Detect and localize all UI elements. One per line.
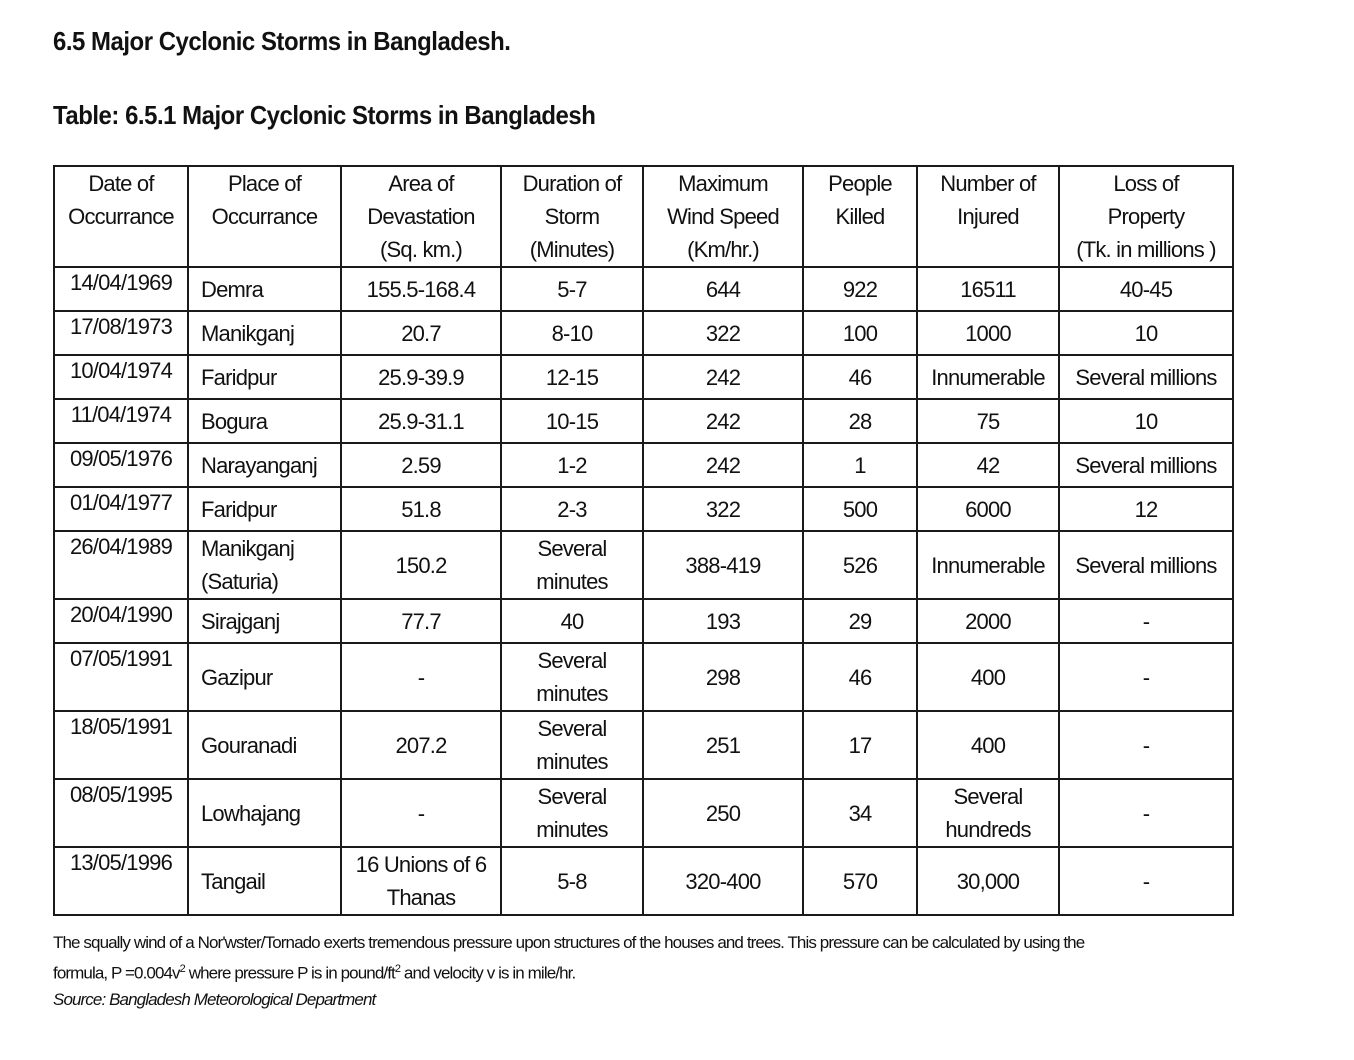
cell-duration: Several minutes	[501, 779, 643, 847]
cell-injured: Several hundreds	[917, 779, 1059, 847]
cell-wind: 320-400	[643, 847, 803, 915]
formula-text: formula, P =0.004v	[53, 963, 180, 983]
header-line: (Km/hr.)	[687, 237, 759, 262]
header-line: (Tk. in millions )	[1076, 237, 1216, 262]
cell-date: 17/08/1973	[54, 311, 188, 355]
cell-place: Gouranadi	[188, 711, 341, 779]
cell-duration: Several minutes	[501, 711, 643, 779]
header-line: Occurrance	[68, 204, 174, 229]
cell-loss: 10	[1059, 311, 1233, 355]
velocity-unit-text: and velocity v is in mile/hr.	[400, 963, 576, 983]
cell-area: 77.7	[341, 599, 501, 643]
table-row	[54, 599, 1233, 643]
column-header-duration	[501, 166, 643, 267]
pressure-unit-exponent: 2	[394, 963, 401, 975]
cell-duration: Several minutes	[501, 531, 643, 599]
cell-place: Tangail	[188, 847, 341, 915]
cell-killed: 46	[803, 643, 917, 711]
cell-injured: 400	[917, 643, 1059, 711]
cell-duration: 40	[501, 599, 643, 643]
cell-duration: 1-2	[501, 443, 643, 487]
column-header-place	[188, 166, 341, 267]
cell-injured: 42	[917, 443, 1059, 487]
table-row	[54, 847, 1233, 915]
cell-wind: 644	[643, 267, 803, 311]
cell-wind: 250	[643, 779, 803, 847]
header-line: Duration of	[522, 171, 622, 196]
cell-loss: -	[1059, 711, 1233, 779]
cell-wind: 242	[643, 355, 803, 399]
formula-exponent: 2	[179, 963, 185, 975]
cell-place: Gazipur	[188, 643, 341, 711]
cell-wind: 322	[643, 311, 803, 355]
cell-injured: Innumerable	[917, 531, 1059, 599]
cell-area: -	[341, 779, 501, 847]
cell-killed: 17	[803, 711, 917, 779]
cell-killed: 526	[803, 531, 917, 599]
cell-area: 155.5-168.4	[341, 267, 501, 311]
cell-killed: 1	[803, 443, 917, 487]
cell-place: Narayanganj	[188, 443, 341, 487]
cell-injured: 400	[917, 711, 1059, 779]
footnote-line-2	[53, 956, 1243, 987]
cell-wind: 251	[643, 711, 803, 779]
cell-wind: 242	[643, 443, 803, 487]
cell-killed: 500	[803, 487, 917, 531]
cell-loss: Several millions	[1059, 531, 1233, 599]
cell-injured: 16511	[917, 267, 1059, 311]
cell-wind: 388-419	[643, 531, 803, 599]
header-line: Number of	[940, 171, 1036, 196]
table-title: Table: 6.5.1 Major Cyclonic Storms in Bangladesh	[53, 100, 596, 130]
cell-loss: 12	[1059, 487, 1233, 531]
header-line: Occurrance	[211, 204, 318, 229]
cell-date: 26/04/1989	[54, 531, 188, 599]
cell-area: 25.9-39.9	[341, 355, 501, 399]
pressure-unit-text: where pressure P is in pound/ft	[184, 963, 395, 983]
cell-duration: Several minutes	[501, 643, 643, 711]
cell-killed: 570	[803, 847, 917, 915]
cell-loss: Several millions	[1059, 355, 1233, 399]
cell-date: 13/05/1996	[54, 847, 188, 915]
table-row	[54, 643, 1233, 711]
header-line: Property	[1107, 204, 1185, 229]
cell-area: 207.2	[341, 711, 501, 779]
header-line: Loss of	[1113, 171, 1179, 196]
cell-loss: 10	[1059, 399, 1233, 443]
cell-date: 09/05/1976	[54, 443, 188, 487]
cell-killed: 34	[803, 779, 917, 847]
cell-area: -	[341, 643, 501, 711]
header-line: (Sq. km.)	[379, 237, 463, 262]
table-row	[54, 711, 1233, 779]
cell-loss: -	[1059, 779, 1233, 847]
cell-place: Faridpur	[188, 355, 341, 399]
cell-date: 07/05/1991	[54, 643, 188, 711]
table-body	[54, 267, 1233, 915]
cell-duration: 8-10	[501, 311, 643, 355]
header-line: Place of	[227, 171, 302, 196]
cell-killed: 28	[803, 399, 917, 443]
table-row	[54, 311, 1233, 355]
column-header-injured	[917, 166, 1059, 267]
header-line: Devastation	[367, 204, 475, 229]
cell-duration: 2-3	[501, 487, 643, 531]
footnote	[53, 930, 1243, 1013]
table-row	[54, 531, 1233, 599]
cell-injured: 6000	[917, 487, 1059, 531]
cell-killed: 29	[803, 599, 917, 643]
cell-killed: 46	[803, 355, 917, 399]
cell-wind: 242	[643, 399, 803, 443]
header-line: Wind Speed	[667, 204, 779, 229]
cell-date: 20/04/1990	[54, 599, 188, 643]
cell-wind: 193	[643, 599, 803, 643]
cell-area: 150.2	[341, 531, 501, 599]
cell-area: 16 Unions of 6 Thanas	[341, 847, 501, 915]
header-line	[920, 233, 1056, 266]
cell-injured: 1000	[917, 311, 1059, 355]
cell-place: Demra	[188, 267, 341, 311]
header-line: Storm	[544, 204, 600, 229]
column-header-date	[54, 166, 188, 267]
section-title: 6.5 Major Cyclonic Storms in Bangladesh.	[53, 26, 511, 56]
cell-duration: 5-8	[501, 847, 643, 915]
cell-date: 01/04/1977	[54, 487, 188, 531]
table-row	[54, 487, 1233, 531]
cell-wind: 298	[643, 643, 803, 711]
header-line	[191, 233, 338, 266]
cell-killed: 100	[803, 311, 917, 355]
cell-duration: 12-15	[501, 355, 643, 399]
cell-date: 14/04/1969	[54, 267, 188, 311]
column-header-loss	[1059, 166, 1233, 267]
cell-date: 08/05/1995	[54, 779, 188, 847]
cell-place: Manikganj	[188, 311, 341, 355]
header-line: (Minutes)	[529, 237, 615, 262]
header-line: Killed	[835, 204, 885, 229]
cell-loss: -	[1059, 847, 1233, 915]
table-row	[54, 355, 1233, 399]
header-line: Area of	[388, 171, 454, 196]
cell-area: 25.9-31.1	[341, 399, 501, 443]
cell-injured: 75	[917, 399, 1059, 443]
cell-area: 2.59	[341, 443, 501, 487]
cell-killed: 922	[803, 267, 917, 311]
column-header-area	[341, 166, 501, 267]
cell-duration: 5-7	[501, 267, 643, 311]
cell-date: 10/04/1974	[54, 355, 188, 399]
cell-injured: Innumerable	[917, 355, 1059, 399]
header-line	[806, 233, 914, 266]
cell-date: 11/04/1974	[54, 399, 188, 443]
footnote-line-1: The squally wind of a Nor'wster/Tornado exerts tremendous pressure upon structures of the houses and trees. This pressure can be calculated by using the	[53, 933, 1085, 952]
cyclonic-storms-table	[53, 165, 1234, 916]
cell-area: 51.8	[341, 487, 501, 531]
table-row	[54, 443, 1233, 487]
cell-place: Lowhajang	[188, 779, 341, 847]
cell-place: Faridpur	[188, 487, 341, 531]
cell-injured: 30,000	[917, 847, 1059, 915]
cell-place: Manikganj (Saturia)	[188, 531, 341, 599]
cell-injured: 2000	[917, 599, 1059, 643]
cell-duration: 10-15	[501, 399, 643, 443]
cell-wind: 322	[643, 487, 803, 531]
cell-date: 18/05/1991	[54, 711, 188, 779]
cell-area: 20.7	[341, 311, 501, 355]
cell-place: Sirajganj	[188, 599, 341, 643]
header-line: People	[828, 171, 892, 196]
cell-loss: Several millions	[1059, 443, 1233, 487]
header-row	[54, 166, 1233, 267]
table-row	[54, 779, 1233, 847]
table-row	[54, 399, 1233, 443]
column-header-killed	[803, 166, 917, 267]
cell-loss: -	[1059, 643, 1233, 711]
cell-place: Bogura	[188, 399, 341, 443]
source-line: Source: Bangladesh Meteorological Department	[53, 989, 376, 1009]
header-line	[57, 233, 185, 266]
header-line: Injured	[957, 204, 1019, 229]
column-header-wind	[643, 166, 803, 267]
table-row	[54, 267, 1233, 311]
header-line: Date of	[88, 171, 154, 196]
header-line: Maximum	[678, 171, 768, 196]
cell-loss: -	[1059, 599, 1233, 643]
cell-loss: 40-45	[1059, 267, 1233, 311]
